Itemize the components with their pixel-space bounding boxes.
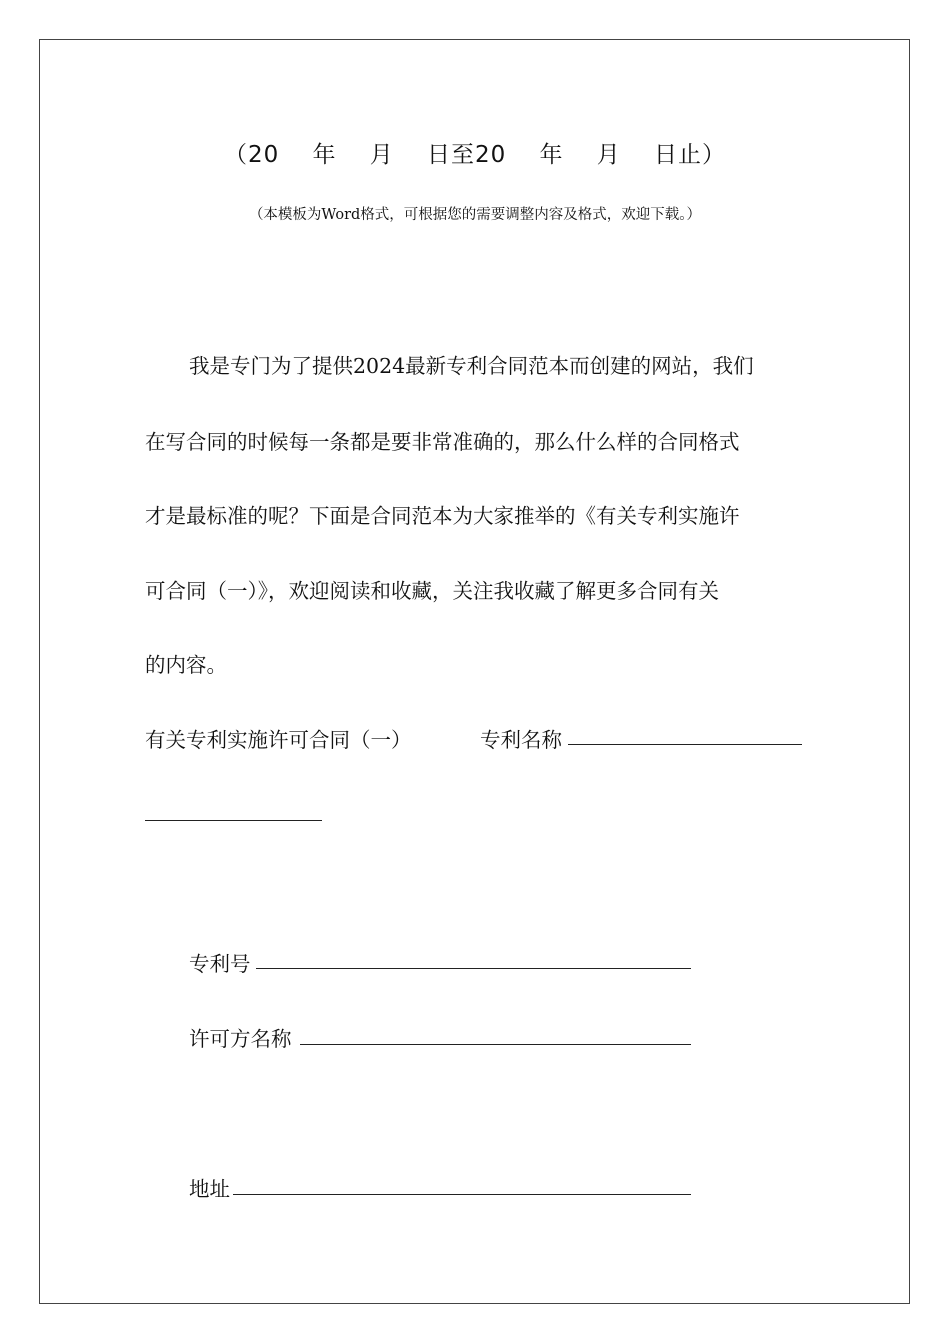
template-note: （本模板为Word格式，可根据您的需要调整内容及格式，欢迎下载。） (248, 207, 702, 223)
intro-line-4: 可合同（一）》，欢迎阅读和收藏，关注我收藏了解更多合同有关 (145, 579, 719, 603)
intro-line-5: 的内容。 (145, 653, 227, 677)
patent-name-blank-continued[interactable] (145, 820, 322, 821)
intro-line-2: 在写合同的时候每一条都是要非常准确的，那么什么样的合同格式 (145, 430, 740, 454)
licensor-name-label: 许可方名称 (189, 1027, 292, 1051)
licensor-name-blank[interactable] (300, 1044, 691, 1045)
date-range-heading: （20 年 月 日至20 年 月 日止） (224, 142, 726, 168)
patent-number-blank[interactable] (256, 968, 691, 969)
address-label: 地址 (189, 1177, 230, 1201)
intro-line-3: 才是最标准的呢？下面是合同范本为大家推举的《有关专利实施许 (145, 504, 740, 528)
patent-number-label: 专利号 (189, 952, 251, 976)
intro-line-1: 我是专门为了提供2024最新专利合同范本而创建的网站，我们 (189, 354, 754, 378)
patent-name-label: 专利名称 (480, 728, 562, 752)
contract-title: 有关专利实施许可合同（一） (145, 728, 412, 752)
address-blank[interactable] (233, 1194, 691, 1195)
patent-name-blank[interactable] (568, 744, 802, 745)
